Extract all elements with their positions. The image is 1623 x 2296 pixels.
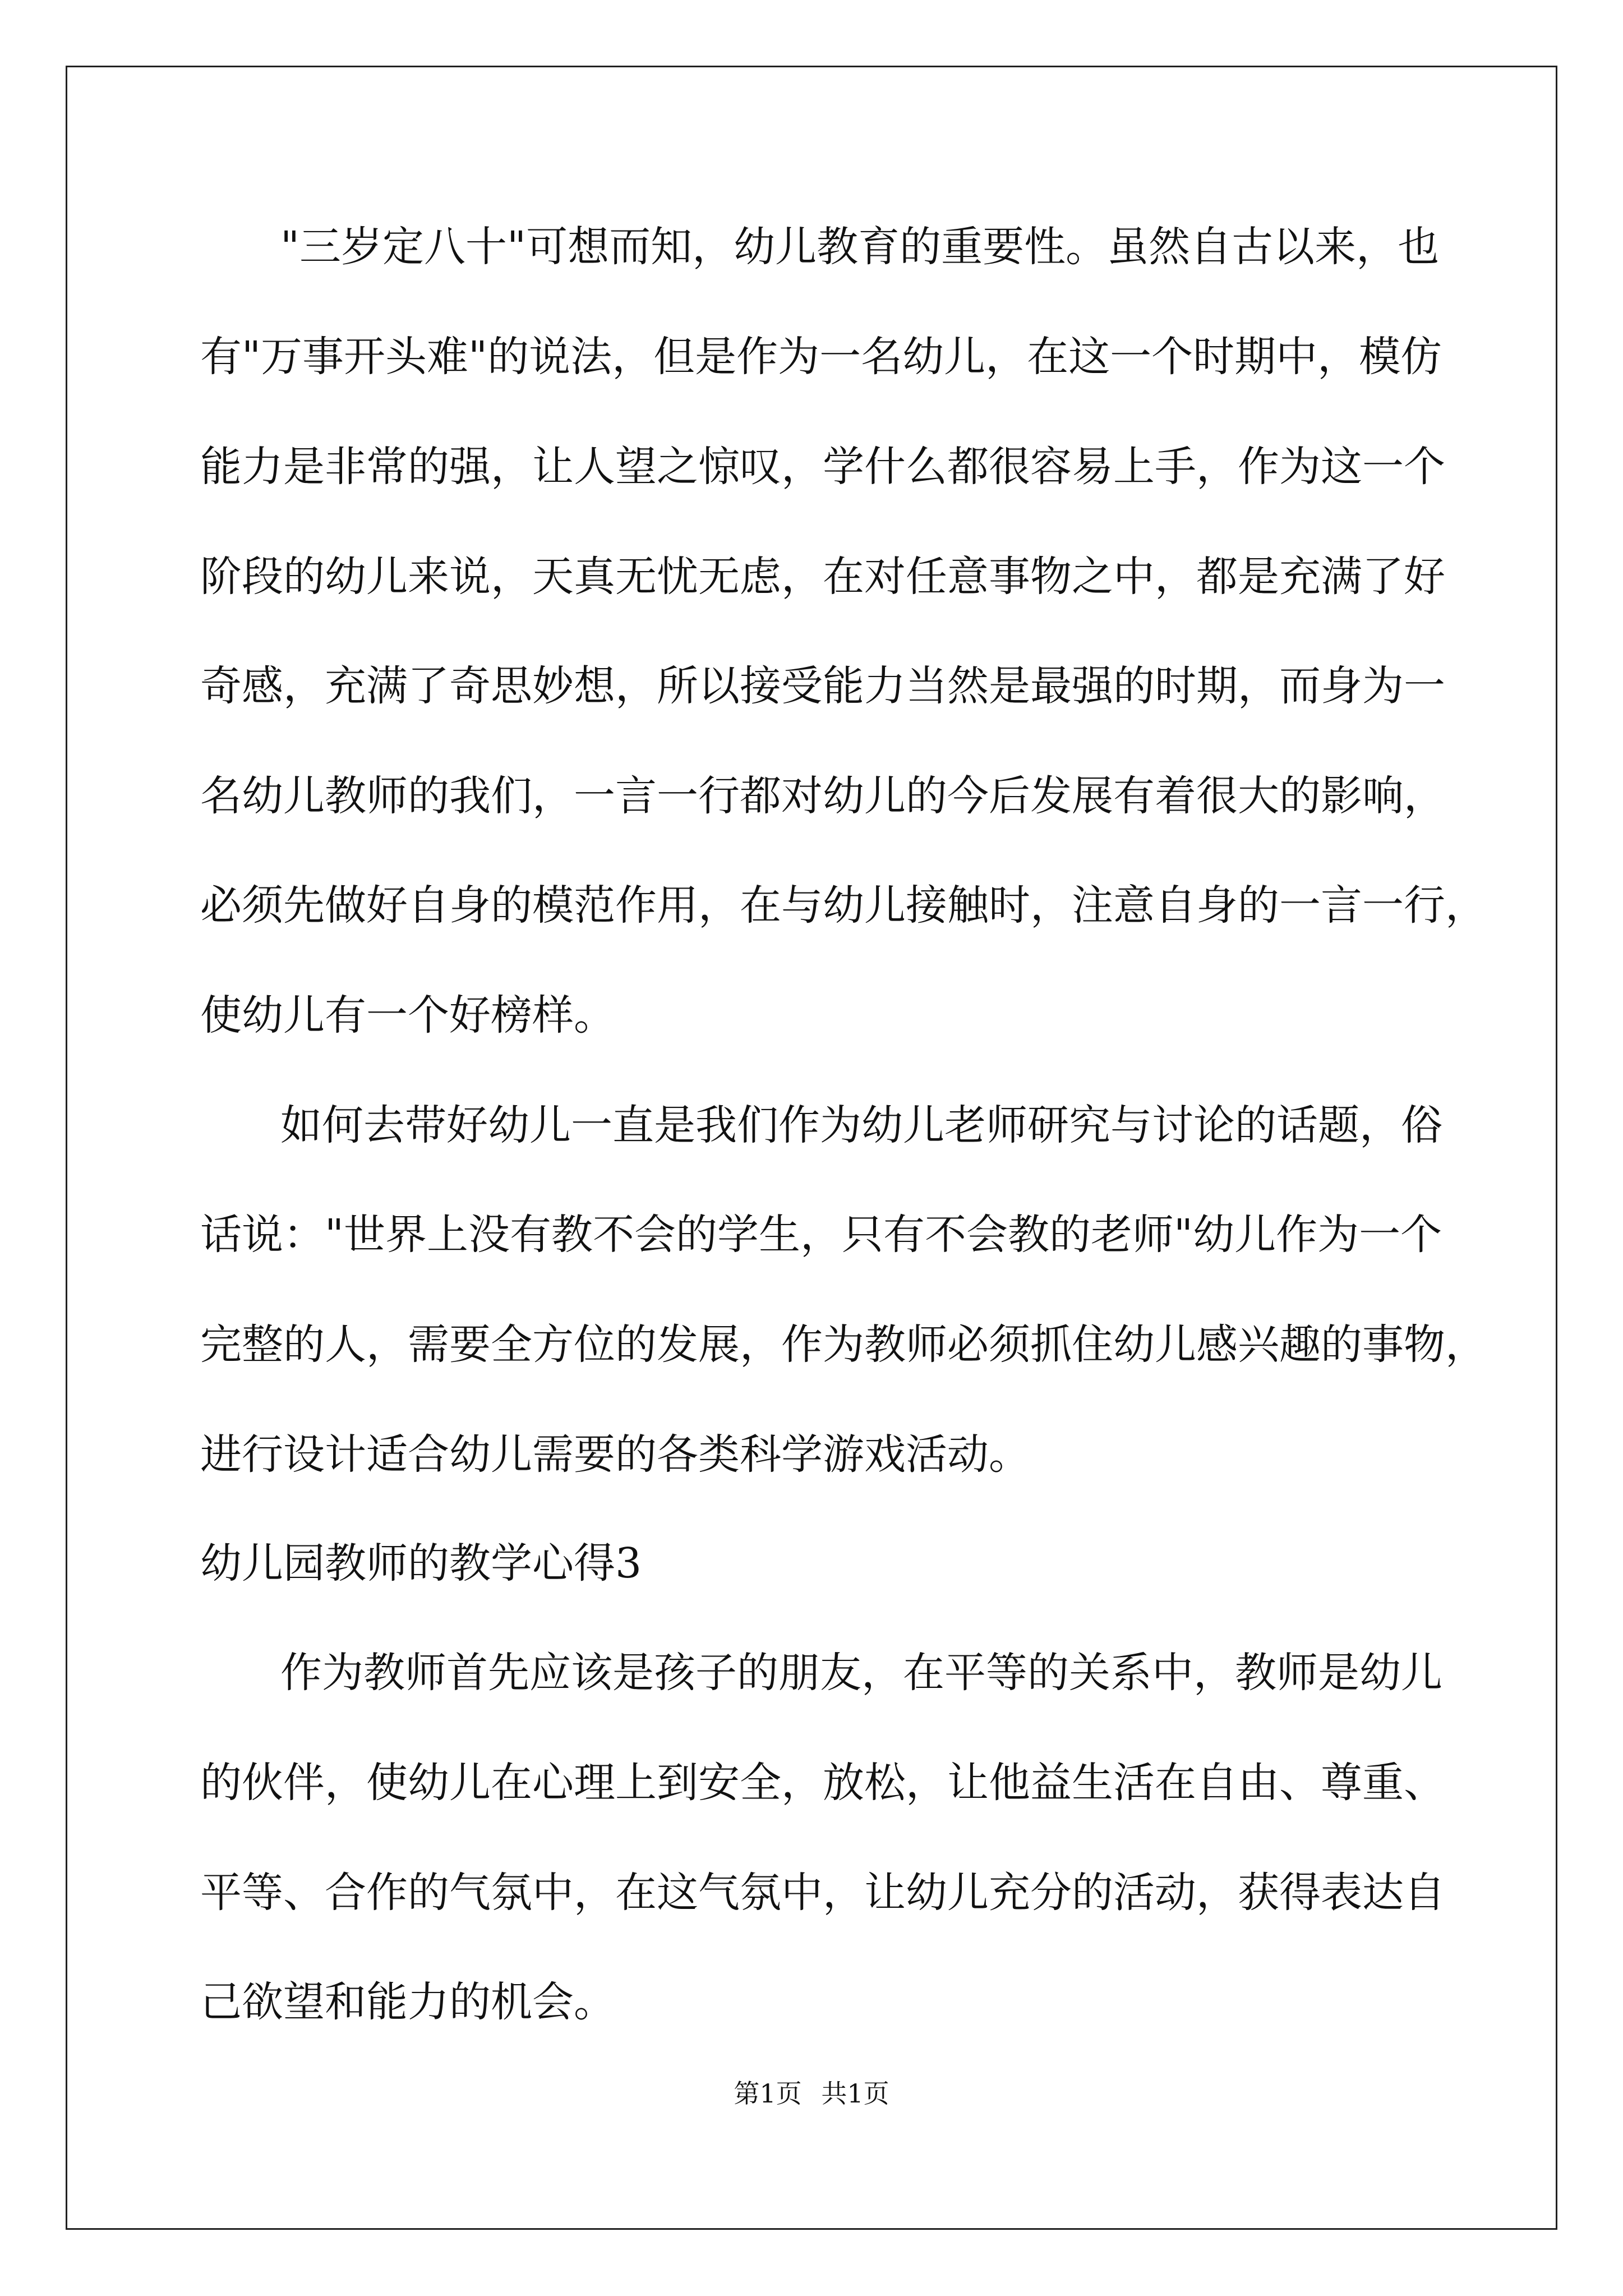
paragraph-1-line-7: 必须先做好自身的模范作用，在与幼儿接触时，注意自身的一言一行， <box>200 881 1487 930</box>
section-heading: 幼儿园教师的教学心得3 <box>200 1539 642 1588</box>
paragraph-1-line-5: 奇感，充满了奇思妙想，所以接受能力当然是最强的时期，而身为一 <box>200 662 1445 710</box>
page-number-total: 共1页 <box>821 2078 889 2109</box>
page-number-current: 第1页 <box>734 2078 802 2109</box>
page-footer <box>0 2077 1623 2110</box>
paragraph-3-line-2: 的伙伴，使幼儿在心理上到安全，放松，让他益生活在自由、尊重、 <box>200 1759 1445 1807</box>
paragraph-1-line-2: 有"万事开头难"的说法，但是作为一名幼儿，在这一个时期中，模仿 <box>200 333 1442 381</box>
paragraph-3-line-4: 己欲望和能力的机会。 <box>200 1978 615 2026</box>
paragraph-1-line-6: 名幼儿教师的我们，一言一行都对幼儿的今后发展有着很大的影响， <box>200 772 1445 820</box>
paragraph-1-line-3: 能力是非常的强，让人望之惊叹，学什么都很容易上手，作为这一个 <box>200 443 1445 491</box>
paragraph-3-line-1: 作为教师首先应该是孩子的朋友，在平等的关系中，教师是幼儿 <box>280 1649 1442 1697</box>
paragraph-2-line-1: 如何去带好幼儿一直是我们作为幼儿老师研究与讨论的话题，俗 <box>280 1101 1442 1149</box>
paragraph-1-line-4: 阶段的幼儿来说，天真无忧无虑，在对任意事物之中，都是充满了好 <box>200 553 1445 601</box>
paragraph-1-line-1: "三岁定八十"可想而知，幼儿教育的重要性。虽然自古以来，也 <box>280 223 1440 271</box>
paragraph-2-line-2: 话说："世界上没有教不会的学生，只有不会教的老师"幼儿作为一个 <box>200 1211 1442 1259</box>
paragraph-3-line-3: 平等、合作的气氛中，在这气氛中，让幼儿充分的活动，获得表达自 <box>200 1869 1445 1917</box>
paragraph-2-line-4: 进行设计适合幼儿需要的各类科学游戏活动。 <box>200 1430 1030 1479</box>
paragraph-2-line-3: 完整的人，需要全方位的发展，作为教师必须抓住幼儿感兴趣的事物， <box>200 1320 1487 1369</box>
paragraph-1-line-8: 使幼儿有一个好榜样。 <box>200 991 615 1039</box>
